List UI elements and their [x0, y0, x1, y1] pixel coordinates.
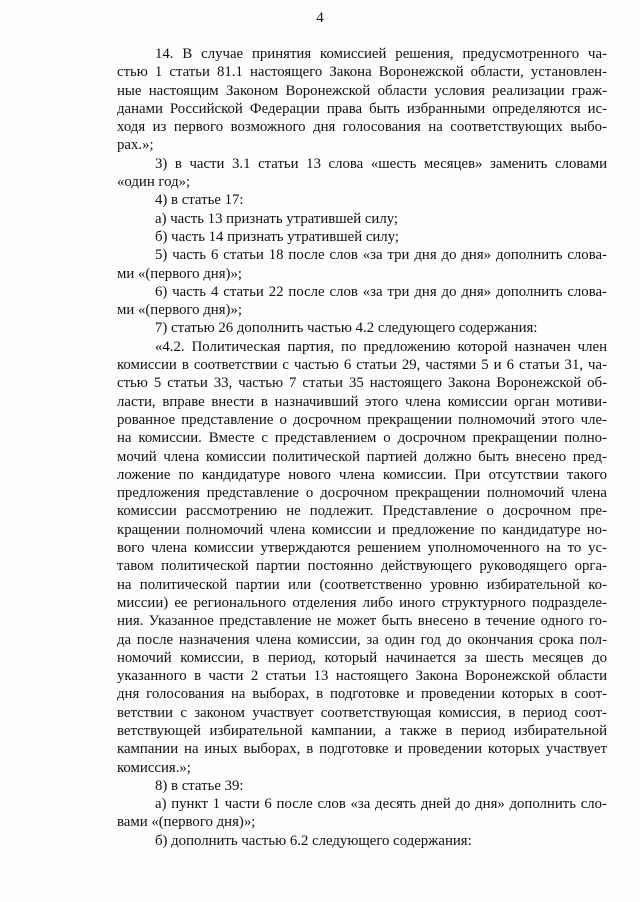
text-line: 7) статью 26 дополнить частью 4.2 следующего содержания:: [155, 320, 538, 337]
text-line: комиссия.»;: [117, 759, 191, 776]
text-line: на политической партии или (соответственно уровню избирательной ко-: [117, 576, 607, 593]
text-line: тавом политической партии постоянно действующего руководящего орга-: [117, 558, 607, 575]
text-line: на комиссии. Вместе с представлением о досрочном прекращении полно-: [117, 430, 607, 447]
text-line: ния. Указанное представление не может быть внесено в течение одного го-: [117, 613, 607, 630]
text-line: кампании на иных выборах, в подготовке и проведении которых участвует: [117, 741, 607, 758]
text-line: номочий комиссии, в период, который начинается за шесть месяцев до: [117, 649, 607, 666]
text-line: данами Российской Федерации права быть избранными определяются ис-: [117, 100, 607, 117]
text-line: дня голосования на выборах, в подготовке и проведении которых в соот-: [117, 686, 607, 703]
text-line: рованное представление о досрочном прекращении полномочий этого чле-: [117, 411, 607, 428]
text-line: а) часть 13 признать утратившей силу;: [155, 210, 399, 227]
text-line: ложение по кандидатуре нового члена комиссии. При отсутствии такого: [117, 466, 607, 483]
text-line: б) дополнить частью 6.2 следующего содержания:: [155, 832, 472, 849]
text-line: стью 5 статьи 33, частью 7 статьи 35 настоящего Закона Воронежской об-: [117, 375, 607, 392]
text-line: 5) часть 6 статьи 18 после слов «за три дня до дня» дополнить слова-: [155, 247, 607, 264]
text-line: 8) в статье 39:: [155, 777, 244, 794]
text-line: ветствующей избирательной кампании, а также в период избирательной: [117, 722, 607, 739]
text-line: 6) часть 4 статьи 22 после слов «за три дня до дня» дополнить слова-: [155, 283, 607, 300]
text-line: стью 1 статьи 81.1 настоящего Закона Воронежской области, установлен-: [117, 64, 607, 81]
text-line: рах.»;: [117, 137, 154, 154]
text-line: мочий члена комиссии политической партией должно быть внесено пред-: [117, 448, 607, 465]
text-line: б) часть 14 признать утратившей силу;: [155, 228, 400, 245]
text-line: кращении полномочий члена комиссии и предложение по кандидатуре но-: [117, 521, 607, 538]
text-line: да после назначения члена комиссии, за один год до окончания срока пол-: [117, 631, 607, 648]
text-line: вами «(первого дня)»;: [117, 814, 256, 831]
text-line: «один год»;: [117, 174, 191, 191]
text-line: указанного в части 2 статьи 13 настоящего Закона Воронежской области: [117, 668, 607, 685]
text-line: ми «(первого дня)»;: [117, 265, 242, 282]
text-line: комиссии рассмотрению не подлежит. Представление о досрочном пре-: [117, 503, 607, 520]
text-line: ветствии с законом участвует соответствующая комиссия, в период соот-: [117, 704, 607, 721]
text-line: предложения представление о досрочном прекращении полномочий члена: [117, 485, 607, 502]
text-line: комиссии в соответствии с частью 6 статьи 29, частями 5 и 6 статьи 31, ча-: [117, 357, 607, 374]
text-line: «4.2. Политическая партия, по предложению которой назначен член: [155, 338, 607, 355]
text-line: ласти, вправе внести в назначивший этого члена комиссии орган мотиви-: [117, 393, 607, 410]
text-line: миссии) ее регионального отделения либо иного структурного подразделе-: [117, 594, 607, 611]
page-number: 4: [316, 10, 324, 26]
document-body: [117, 45, 607, 850]
text-line: ми «(первого дня)»;: [117, 302, 242, 319]
text-line: 3) в части 3.1 статьи 13 слова «шесть месяцев» заменить словами: [155, 155, 607, 172]
text-line: 4) в статье 17:: [155, 192, 244, 209]
text-line: ходя из первого возможного дня голосования на соответствующих выбо-: [117, 119, 607, 136]
text-line: 14. В случае принятия комиссией решения, предусмотренного ча-: [155, 46, 607, 62]
text-line: ные настоящим Законом Воронежской области условия реализации граж-: [117, 82, 607, 99]
text-line: а) пункт 1 части 6 после слов «за десять дней до дня» дополнить сло-: [155, 796, 607, 813]
text-line: вого члена комиссии утверждаются решением уполномоченного на то ус-: [117, 540, 607, 557]
